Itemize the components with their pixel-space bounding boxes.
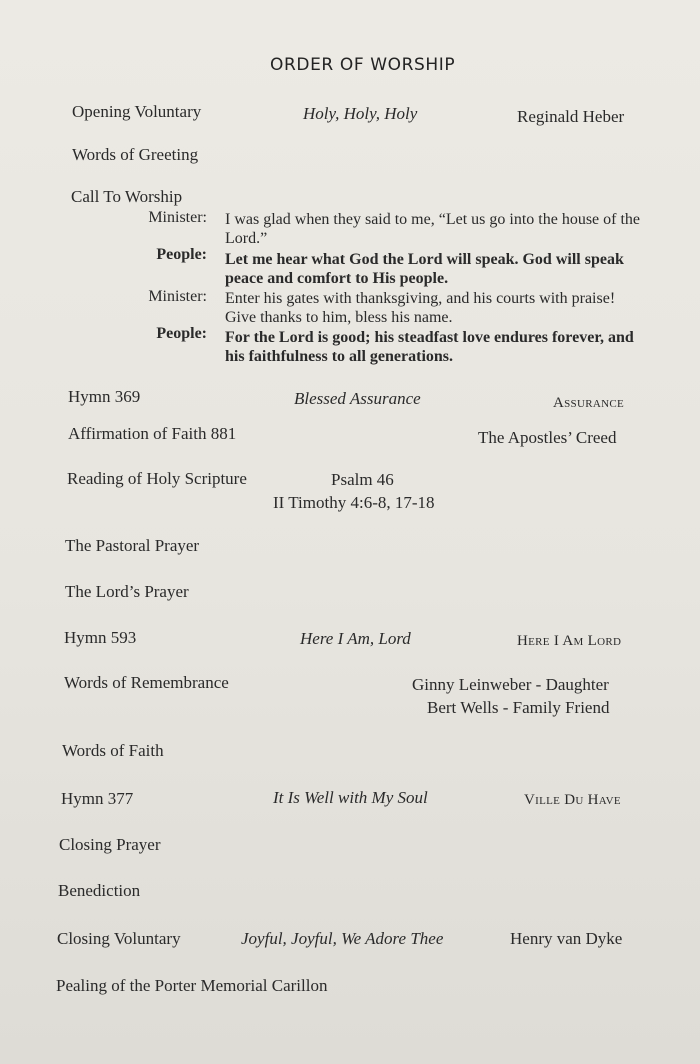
scripture-reading-2: II Timothy 4:6-8, 17-18 xyxy=(273,493,435,512)
scripture-label: Reading of Holy Scripture xyxy=(67,469,247,488)
responsive-role-minister: Minister: xyxy=(148,288,207,305)
words-of-greeting: Words of Greeting xyxy=(72,145,199,164)
carillon-pealing: Pealing of the Porter Memorial Carillon xyxy=(56,976,328,995)
affirmation-label: Affirmation of Faith 881 xyxy=(68,424,237,443)
responsive-text: For the Lord is good; his steadfast love endures forever, and his faithfulness to all generations. xyxy=(225,329,634,365)
hymn-593-tune: Here I Am Lord xyxy=(517,633,622,649)
remembrance-speaker-1: Ginny Leinweber - Daughter xyxy=(412,675,609,694)
scripture-reading-1: Psalm 46 xyxy=(331,470,394,489)
hymn-593-title: Here I Am, Lord xyxy=(300,629,411,648)
pastoral-prayer: The Pastoral Prayer xyxy=(65,536,200,555)
lords-prayer: The Lord’s Prayer xyxy=(65,582,189,601)
hymn-377-tune: Ville Du Have xyxy=(524,792,621,808)
hymn-377-label: Hymn 377 xyxy=(61,789,134,808)
closing-prayer: Closing Prayer xyxy=(59,835,161,854)
responsive-text: I was glad when they said to me, “Let us go into the house of the Lord.” xyxy=(225,211,641,247)
words-of-faith: Words of Faith xyxy=(62,741,164,760)
hymn-369-label: Hymn 369 xyxy=(68,387,141,406)
responsive-text: Let me hear what God the Lord will speak. God will speak peace and comfort to His people. xyxy=(225,251,624,287)
responsive-role-minister: Minister: xyxy=(148,209,207,226)
closing-voluntary-piece: Joyful, Joyful, We Adore Thee xyxy=(241,929,444,948)
hymn-369-tune: Assurance xyxy=(553,395,624,411)
closing-voluntary-composer: Henry van Dyke xyxy=(510,929,623,948)
hymn-593-label: Hymn 593 xyxy=(64,628,137,647)
opening-voluntary-label: Opening Voluntary xyxy=(72,102,202,121)
hymn-377-title: It Is Well with My Soul xyxy=(273,788,428,807)
responsive-role-people: People: xyxy=(156,325,207,342)
benediction: Benediction xyxy=(58,881,141,900)
opening-voluntary-composer: Reginald Heber xyxy=(517,107,625,126)
remembrance-label: Words of Remembrance xyxy=(64,673,229,692)
call-to-worship-label: Call To Worship xyxy=(71,187,183,206)
opening-voluntary-piece: Holy, Holy, Holy xyxy=(303,104,418,123)
responsive-text: Enter his gates with thanksgiving, and his courts with praise! Give thanks to him, bless his name. xyxy=(225,290,616,326)
affirmation-detail: The Apostles’ Creed xyxy=(478,428,617,447)
closing-voluntary-label: Closing Voluntary xyxy=(57,929,181,948)
remembrance-speaker-2: Bert Wells - Family Friend xyxy=(427,698,610,717)
responsive-role-people: People: xyxy=(156,246,207,263)
page-title: ORDER OF WORSHIP xyxy=(270,55,456,75)
hymn-369-title: Blessed Assurance xyxy=(294,389,421,408)
